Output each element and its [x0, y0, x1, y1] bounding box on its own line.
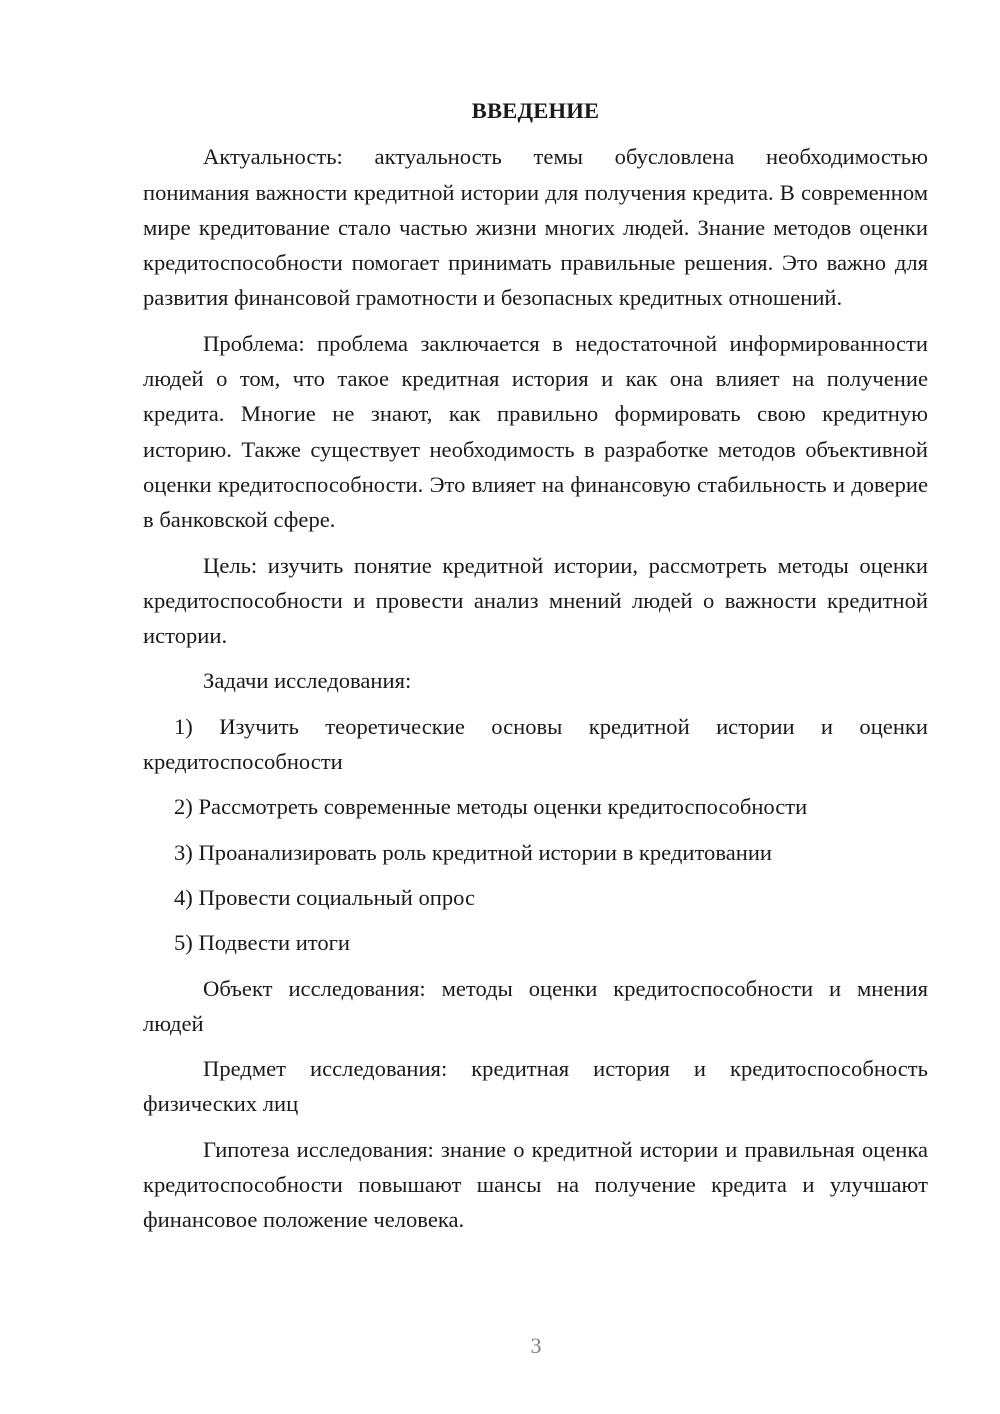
list-item: 5) Подвести итоги — [174, 930, 351, 956]
tasks-list — [143, 709, 928, 961]
section-title: ВВЕДЕНИЕ — [471, 98, 600, 123]
page-number: 3 — [530, 1333, 542, 1358]
goal-paragraph: Цель: изучить понятие кредитной истории, рассмотреть методы оценки кредитоспособности и провести анализ мнений людей о важности кредитной истории. — [143, 552, 928, 649]
hypothesis-paragraph: Гипотеза исследования: знание о кредитной истории и правильная оценка кредитоспособности повышают шансы на получение кредита и улучшают финансовое положение человека. — [143, 1136, 928, 1233]
object-paragraph: Объект исследования: методы оценки кредитоспособности и мнения людей — [143, 975, 928, 1036]
subject-paragraph: Предмет исследования: кредитная история и кредитоспособность физических лиц — [143, 1056, 928, 1117]
tasks-heading: Задачи исследования: — [203, 668, 412, 694]
list-item: 1) Изучить теоретические основы кредитной истории и оценки кредитоспособности — [143, 713, 928, 775]
relevance-paragraph: Актуальность: актуальность темы обусловлена необходимостью понимания важности кредитной истории для получения кредита. В современном мире кредитование стало частью жизни многих людей. Знание методов оценки кредитоспособности помогает принимать правильные решения. Это важно для развития финансовой грамотности и безопасных кредитных отношений. — [143, 144, 928, 311]
list-item: 2) Рассмотреть современные методы оценки кредитоспособности — [174, 794, 808, 820]
list-item: 3) Проанализировать роль кредитной истории в кредитовании — [174, 839, 773, 865]
problem-paragraph: Проблема: проблема заключается в недостаточной информированности людей о том, что такое кредитная история и как она влияет на получение кредита. Многие не знают, как правильно формировать свою кредитную историю. Также существует необходимость в разработке методов объективной оценки кредитоспособности. Это влияет на финансовую стабильность и доверие в банковской сфере. — [143, 330, 928, 533]
list-item: 4) Провести социальный опрос — [174, 884, 476, 910]
document-page — [143, 93, 928, 1248]
